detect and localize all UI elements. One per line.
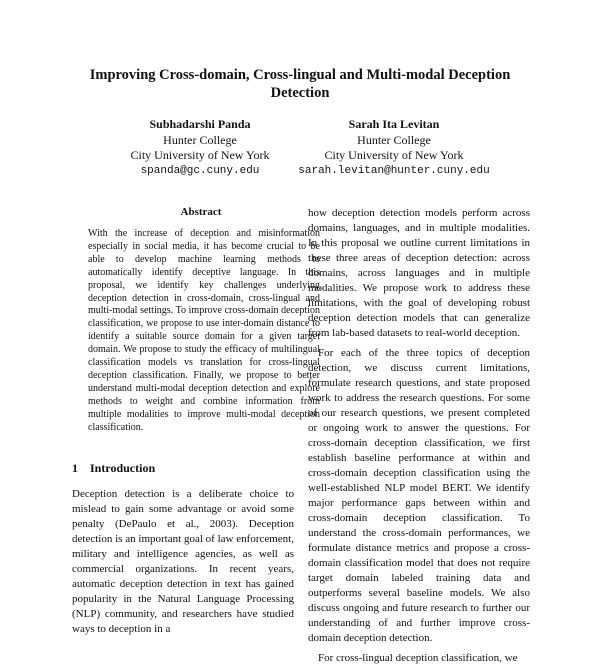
author-email[interactable]: spanda@gc.cuny.edu xyxy=(140,164,260,177)
section-number: 1 xyxy=(72,461,78,475)
body-paragraph: For cross-lingual deception classification, we xyxy=(318,652,518,664)
author-name: Sarah Ita Levitan xyxy=(348,117,440,131)
body-paragraph: For each of the three topics of deception detection, we discuss current limitations, formulate research questions, and state proposed work to address the research questions. For some of our research questions, we present completed or ongoing work to answer the questions. For cross-domain deception classification, we first establish baseline performance at within and cross-domain deception classification using the well-established NLP model BERT. We identify major performance gaps between within and cross-domain deception classification. To understand the cross-domain performances, we formulate distance metrics and propose a cross-domain classification model that does not require target domain labeled training data and outperforms several baseline models. We also discuss ongoing and future research to further our understanding of and further improve cross-domain deception detection. xyxy=(308,347,530,644)
author-institution: City University of New York xyxy=(130,148,270,162)
intro-paragraph: Deception detection is a deliberate choice to mislead to gain some advantage or avoid some penalty (DePaulo et al., 2003). Deception detection is an important goal of law enforcement, military and intelligence agencies, as well as commercial organizations. In recent years, automatic deception detection in text has gained popularity in the Natural Language Processing (NLP) community, and researchers have studied ways to deception in a xyxy=(72,488,294,635)
paper-title: Improving Cross-domain, Cross-lingual and Multi-modal Deception Detection xyxy=(89,67,511,101)
author-email[interactable]: sarah.levitan@hunter.cuny.edu xyxy=(298,164,490,177)
author-institution: City University of New York xyxy=(324,148,464,162)
author-block-2 xyxy=(294,117,494,179)
abstract-body: With the increase of deception and misinformation especially in social media, it has become crucial to be able to develop machine learning methods to automatically identify deceptive language. In this proposal, we identify key challenges underlying deception detection in cross-domain, cross-lingual and multi-modal settings. To improve cross-domain deception classification, we propose to use inter-domain distance to identify a suitable source domain for a given target domain. We propose to study the efficacy of multilingual classification models vs translation for cross-lingual deception classification. Finally, we propose to better understand multi-modal deception detection and explore methods to weight and combine information from multiple modalities to improve multi-modal deception classification. xyxy=(88,228,320,433)
introduction-body xyxy=(72,487,294,637)
abstract-heading: Abstract xyxy=(180,206,222,218)
right-column xyxy=(308,206,530,666)
section-heading-introduction xyxy=(72,461,155,476)
author-block-1 xyxy=(100,117,300,179)
section-title: Introduction xyxy=(90,461,156,475)
author-affiliation: Hunter College xyxy=(163,132,237,147)
body-paragraph: how deception detection models perform across domains, languages, and in multiple modalities. In this proposal we outline current limitations in these three areas of deception detection: across domains, across languages and in multiple modalities. We propose work to address these limitations, with the goal of developing robust deception detection models that can generalize from lab-based datasets to real-world deception. xyxy=(308,207,530,339)
author-affiliation: Hunter College xyxy=(357,132,431,147)
author-name: Subhadarshi Panda xyxy=(149,117,251,131)
